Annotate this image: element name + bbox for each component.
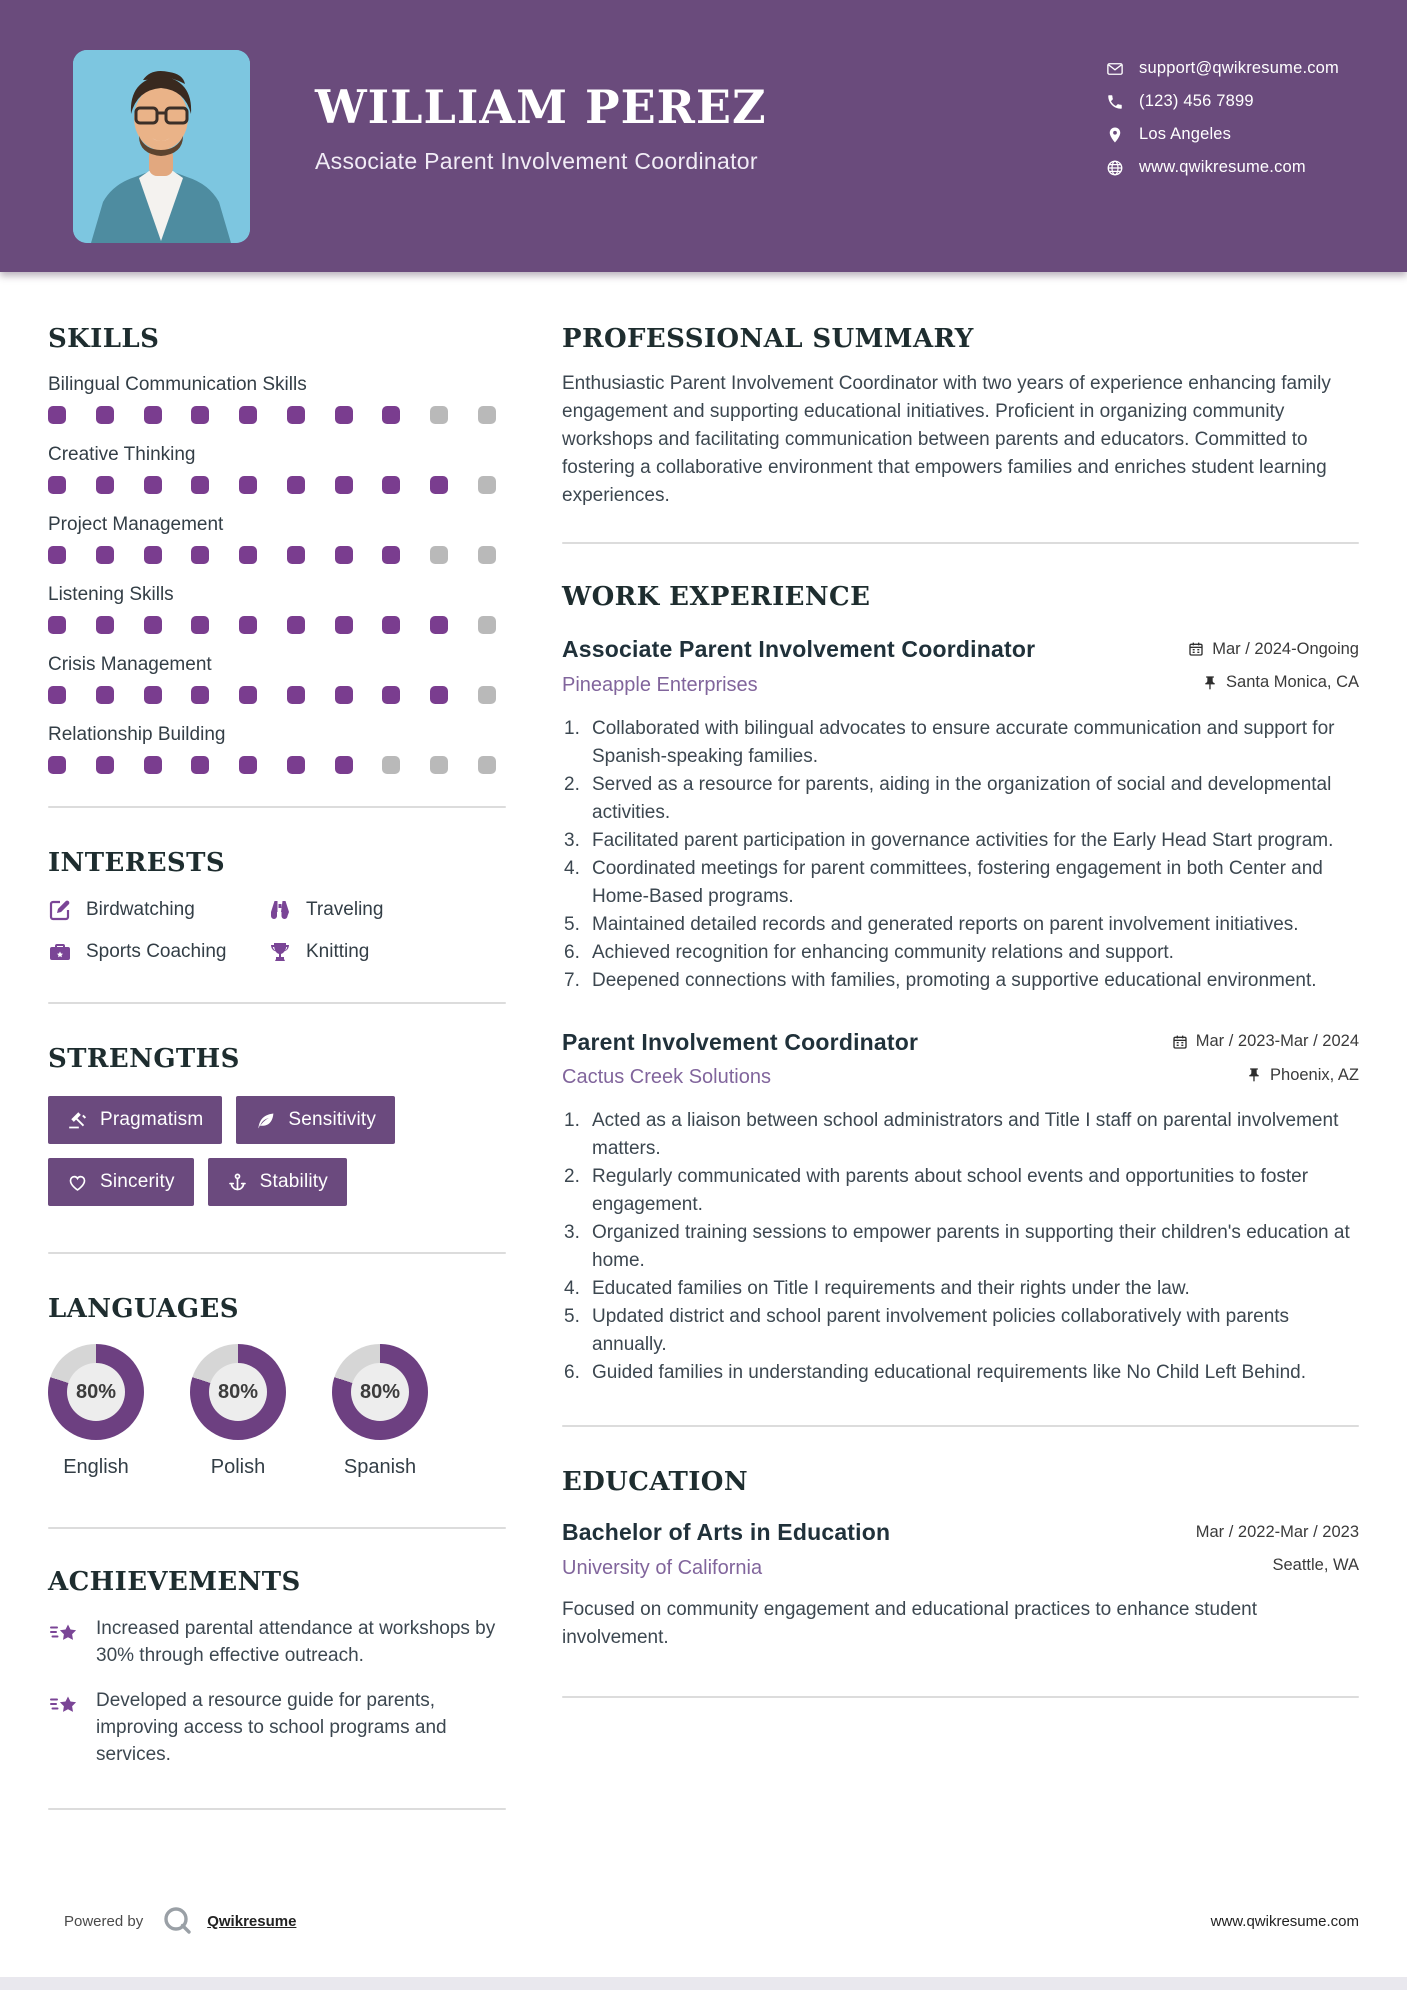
achievement-item (48, 1615, 506, 1669)
skill-dot-empty (478, 616, 496, 634)
job-bullet: Organized training sessions to empower parents in supporting their children's education at home. (592, 1222, 1350, 1271)
skill-dot-filled (144, 406, 162, 424)
job-location (1246, 1066, 1359, 1085)
job-dates (1172, 1032, 1359, 1051)
skill-dot-filled (191, 616, 209, 634)
language-label: English (63, 1456, 129, 1478)
interests-heading: INTERESTS (48, 848, 226, 878)
interest-item (48, 940, 268, 964)
skill-dot-empty (430, 756, 448, 774)
skill-dot-filled (382, 406, 400, 424)
skill-dot-filled (335, 476, 353, 494)
skill-item (48, 724, 506, 774)
star-icon (48, 1617, 80, 1649)
location-icon (1106, 126, 1124, 144)
skill-label: Creative Thinking (48, 444, 196, 465)
pen-icon (48, 898, 72, 922)
languages-list (48, 1344, 506, 1479)
contact-item[interactable] (1106, 85, 1339, 118)
skill-dot-filled (96, 756, 114, 774)
contact-item[interactable] (1106, 52, 1339, 85)
language-item (332, 1344, 428, 1479)
skill-dot-filled (191, 546, 209, 564)
job-title: Parent Involvement Coordinator (562, 1028, 919, 1055)
skill-dot-filled (96, 406, 114, 424)
job-bullet-list (562, 1107, 1359, 1387)
skill-rating (48, 686, 496, 704)
skill-rating (48, 616, 496, 634)
skill-dot-filled (96, 546, 114, 564)
interests-list (48, 898, 506, 964)
skill-dot-filled (144, 476, 162, 494)
language-percent: 80% (67, 1363, 125, 1421)
skill-dot-filled (96, 616, 114, 634)
contact-text: support@qwikresume.com (1139, 59, 1339, 77)
skill-dot-filled (48, 686, 66, 704)
experience-heading: WORK EXPERIENCE (562, 582, 871, 612)
contact-text: www.qwikresume.com (1139, 158, 1306, 176)
strengths-list (48, 1096, 468, 1206)
divider (562, 542, 1359, 544)
skill-dot-filled (335, 406, 353, 424)
skill-dot-filled (48, 476, 66, 494)
languages-heading: LANGUAGES (48, 1294, 239, 1324)
content (0, 272, 1407, 1810)
job-bullet-list (562, 715, 1359, 995)
skill-dot-filled (144, 756, 162, 774)
language-donut-chart (48, 1344, 144, 1440)
skill-dot-empty (478, 756, 496, 774)
leaf-icon (255, 1110, 276, 1131)
skill-dot-filled (382, 686, 400, 704)
company-name: Pineapple Enterprises (562, 673, 758, 696)
qwikresume-brand-link[interactable]: Qwikresume (207, 1912, 297, 1930)
pushpin-icon (1202, 675, 1218, 691)
header-banner (0, 0, 1407, 272)
skill-label: Relationship Building (48, 724, 226, 745)
calendar-icon (1172, 1524, 1188, 1540)
language-percent: 80% (351, 1363, 409, 1421)
contact-item[interactable] (1106, 151, 1339, 184)
contact-item[interactable] (1106, 118, 1339, 151)
interest-label: Birdwatching (86, 899, 195, 920)
skill-dot-empty (478, 476, 496, 494)
strength-label: Sincerity (100, 1171, 175, 1192)
skill-dot-filled (239, 686, 257, 704)
achievement-item (48, 1687, 506, 1768)
profile-photo-illustration (73, 50, 250, 243)
skill-dot-filled (191, 476, 209, 494)
divider (48, 1002, 506, 1004)
skill-dot-filled (287, 546, 305, 564)
skill-dot-filled (144, 686, 162, 704)
divider (48, 1527, 506, 1529)
strength-badge (236, 1096, 395, 1144)
briefcase-icon (48, 940, 72, 964)
achievements-heading: ACHIEVEMENTS (48, 1567, 301, 1597)
interest-label: Sports Coaching (86, 941, 227, 962)
divider (562, 1696, 1359, 1698)
skill-dot-empty (478, 686, 496, 704)
education-dates: Mar / 2022-Mar / 2023 (1195, 1522, 1359, 1541)
skill-dot-empty (478, 546, 496, 564)
globe-icon (1106, 159, 1124, 177)
language-item (48, 1344, 144, 1479)
skill-dot-filled (287, 476, 305, 494)
job-bullet: Coordinated meetings for parent committees, fostering engagement in both Center and Home-Based programs. (592, 857, 1323, 907)
skill-item (48, 584, 506, 634)
job-company-row (562, 1066, 1359, 1090)
gavel-icon (67, 1110, 88, 1131)
pushpin-icon (1246, 1067, 1262, 1083)
job-dates-text: Mar / 2024-Ongoing (1212, 639, 1359, 658)
skill-dot-filled (96, 476, 114, 494)
job-bullet: Collaborated with bilingual advocates to ensure accurate communication and support for Spanish-speaking families. (592, 717, 1335, 767)
strength-label: Sensitivity (288, 1109, 377, 1130)
qwikresume-logo-icon (161, 1904, 195, 1938)
skill-dot-filled (96, 686, 114, 704)
job-bullet: Deepened connections with families, promoting a supportive educational environment. (592, 969, 1317, 991)
skill-dot-filled (287, 616, 305, 634)
skill-label: Bilingual Communication Skills (48, 374, 307, 395)
job-dates-text: Mar / 2023-Mar / 2024 (1195, 1032, 1359, 1050)
right-column (562, 272, 1359, 1810)
skill-dot-filled (48, 616, 66, 634)
skill-dot-filled (430, 686, 448, 704)
skill-dot-filled (239, 756, 257, 774)
skills-list (48, 374, 506, 774)
skill-dot-filled (239, 476, 257, 494)
profile-photo (73, 50, 250, 243)
skill-dot-empty (430, 406, 448, 424)
candidate-title: Associate Parent Involvement Coordinator (315, 148, 758, 174)
degree-title: Bachelor of Arts in Education (562, 1519, 891, 1545)
star-icon (48, 1689, 80, 1721)
language-label: Polish (210, 1456, 266, 1478)
job-bullet: Maintained detailed records and generated reports on parent involvement initiatives. (592, 913, 1299, 935)
footer (48, 1904, 1359, 1938)
education-entry (562, 1519, 1359, 1652)
skill-rating (48, 546, 496, 564)
experience-entry (562, 1029, 1359, 1388)
job-bullet: Updated district and school parent involvement policies collaboratively with parents annually. (592, 1306, 1290, 1355)
interest-item (268, 940, 506, 964)
skill-item (48, 444, 506, 494)
interest-item (48, 898, 268, 922)
strength-badge (48, 1096, 222, 1144)
skill-rating (48, 406, 496, 424)
skill-dot-filled (287, 756, 305, 774)
skill-dot-empty (430, 546, 448, 564)
page-bottom-strip (0, 1977, 1407, 1990)
skill-dot-filled (335, 756, 353, 774)
education-location: Seattle, WA (1272, 1556, 1359, 1574)
skill-label: Project Management (48, 514, 224, 535)
job-company-row (562, 673, 1359, 697)
powered-by-label: Powered by (64, 1912, 144, 1930)
skill-dot-filled (191, 756, 209, 774)
language-percent: 80% (209, 1363, 267, 1421)
job-location (1202, 673, 1359, 692)
skill-dot-filled (430, 616, 448, 634)
achievement-text: Increased parental attendance at workshops by 30% through effective outreach. (96, 1618, 496, 1666)
anchor-icon (227, 1172, 248, 1193)
divider (48, 1252, 506, 1254)
trophy-icon (268, 940, 292, 964)
job-title-row (562, 1029, 1359, 1056)
skill-dot-filled (144, 546, 162, 564)
company-name: Cactus Creek Solutions (562, 1066, 771, 1088)
skill-dot-filled (239, 616, 257, 634)
education-description: Focused on community engagement and educational practices to enhance student involvement. (562, 1598, 1258, 1648)
summary-heading: PROFESSIONAL SUMMARY (562, 324, 974, 354)
language-label: Spanish (343, 1456, 417, 1478)
skill-item (48, 374, 506, 424)
heart-icon (67, 1172, 88, 1193)
achievement-text: Developed a resource guide for parents, improving access to school programs and services. (96, 1690, 447, 1765)
job-title: Associate Parent Involvement Coordinator (562, 636, 1036, 662)
contact-list (1106, 52, 1339, 184)
strength-badge (208, 1158, 347, 1206)
skill-dot-filled (48, 546, 66, 564)
skill-rating (48, 476, 496, 494)
strength-badge (48, 1158, 194, 1206)
skill-dot-empty (478, 406, 496, 424)
email-icon (1106, 60, 1124, 78)
job-bullet: Educated families on Title I requirements and their rights under the law. (592, 1278, 1190, 1299)
job-bullet: Regularly communicated with parents about school events and opportunities to foster engagement. (592, 1166, 1309, 1215)
job-bullet: Achieved recognition for enhancing community relations and support. (592, 941, 1174, 963)
school-name: University of California (562, 1556, 763, 1579)
interest-item (268, 898, 506, 922)
strengths-heading: STRENGTHS (48, 1044, 240, 1074)
skill-dot-filled (382, 476, 400, 494)
skill-dot-filled (382, 546, 400, 564)
language-donut-chart (332, 1344, 428, 1440)
calendar-icon (1188, 641, 1204, 657)
skill-dot-filled (144, 616, 162, 634)
divider (48, 806, 506, 808)
job-bullet: Acted as a liaison between school administrators and Title I staff on parental involvement matters. (592, 1110, 1339, 1159)
summary-text: Enthusiastic Parent Involvement Coordinator with two years of experience enhancing family engagement and supporting educational initiatives. Proficient in organizing community workshops and facilitating communication between parents and educators. Committed to fostering a collaborative environment that empowers families and enriches student learning experiences. (562, 373, 1331, 506)
language-item (190, 1344, 286, 1479)
skill-rating (48, 756, 496, 774)
skill-dot-filled (335, 616, 353, 634)
divider (562, 1425, 1359, 1427)
skill-dot-filled (335, 686, 353, 704)
experience-list (562, 636, 1359, 1387)
job-title-row (562, 636, 1359, 663)
contact-text: Los Angeles (1139, 125, 1232, 143)
skill-dot-filled (287, 686, 305, 704)
skill-dot-filled (382, 616, 400, 634)
language-donut-chart (190, 1344, 286, 1440)
interest-label: Knitting (306, 941, 370, 962)
experience-entry (562, 636, 1359, 995)
skill-dot-filled (48, 406, 66, 424)
job-bullet: Guided families in understanding educational requirements like No Child Left Behind. (592, 1362, 1306, 1383)
skill-dot-empty (382, 756, 400, 774)
job-bullet: Served as a resource for parents, aiding in the organization of social and developmental activities. (592, 773, 1332, 823)
skill-dot-filled (239, 546, 257, 564)
skill-dot-filled (239, 406, 257, 424)
divider (48, 1808, 506, 1810)
skill-dot-filled (48, 756, 66, 774)
skill-dot-filled (430, 476, 448, 494)
strength-label: Pragmatism (100, 1109, 204, 1130)
calendar-icon (1172, 1034, 1188, 1050)
skill-label: Listening Skills (48, 584, 174, 605)
strength-label: Stability (259, 1171, 328, 1192)
education-heading: EDUCATION (562, 1467, 749, 1497)
skill-dot-filled (191, 406, 209, 424)
pushpin-icon (1248, 1558, 1264, 1574)
candidate-name: WILLIAM PEREZ (315, 80, 767, 134)
footer-website-link[interactable]: www.qwikresume.com (1210, 1912, 1359, 1930)
interest-label: Traveling (306, 899, 384, 920)
skills-heading: SKILLS (48, 324, 160, 354)
skill-item (48, 654, 506, 704)
phone-icon (1106, 93, 1124, 111)
job-dates (1188, 640, 1359, 659)
binoculars-icon (268, 898, 292, 922)
skill-dot-filled (287, 406, 305, 424)
skill-dot-filled (191, 686, 209, 704)
job-bullet: Facilitated parent participation in governance activities for the Early Head Start program. (592, 829, 1334, 851)
job-location-text: Phoenix, AZ (1270, 1065, 1359, 1084)
left-column (48, 272, 506, 1810)
achievements-list (48, 1615, 506, 1768)
contact-text: (123) 456 7899 (1139, 92, 1254, 110)
job-location-text: Santa Monica, CA (1226, 673, 1359, 691)
skill-item (48, 514, 506, 564)
skill-dot-filled (335, 546, 353, 564)
skill-label: Crisis Management (48, 654, 212, 675)
